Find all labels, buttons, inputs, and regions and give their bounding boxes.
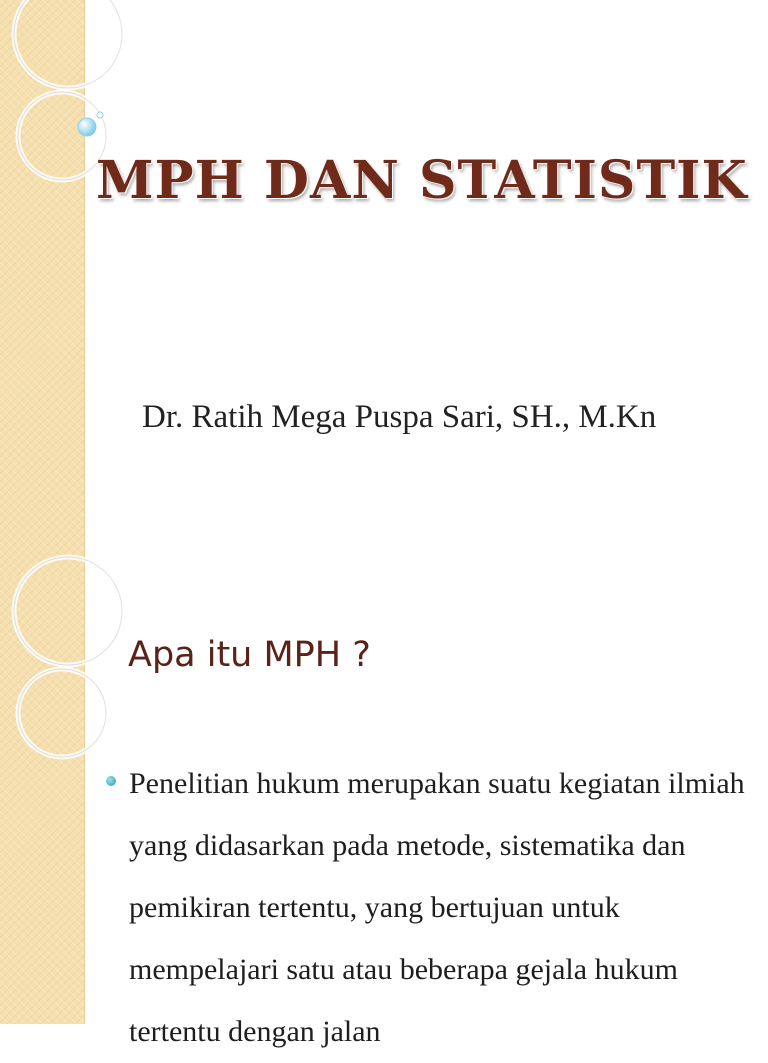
bullet-icon <box>106 776 116 786</box>
slide-title: MPH DAN STATISTIK <box>96 150 748 211</box>
author-name: Dr. Ratih Mega Puspa Sari, SH., M.Kn <box>142 399 657 435</box>
decorative-rings-icon <box>0 577 130 777</box>
bubble-icon <box>74 108 114 142</box>
slide-2 <box>0 577 768 1048</box>
bullet-text: Penelitian hukum merupakan suatu kegiatan ilmiah yang didasarkan pada metode, sistematika dan pemikiran tertentu, yang bertujuan untuk mempelajari satu atau beberapa gejala hukum tertentu dengan jalan <box>129 767 745 1048</box>
slide-heading: Apa itu MPH ? <box>128 635 371 675</box>
